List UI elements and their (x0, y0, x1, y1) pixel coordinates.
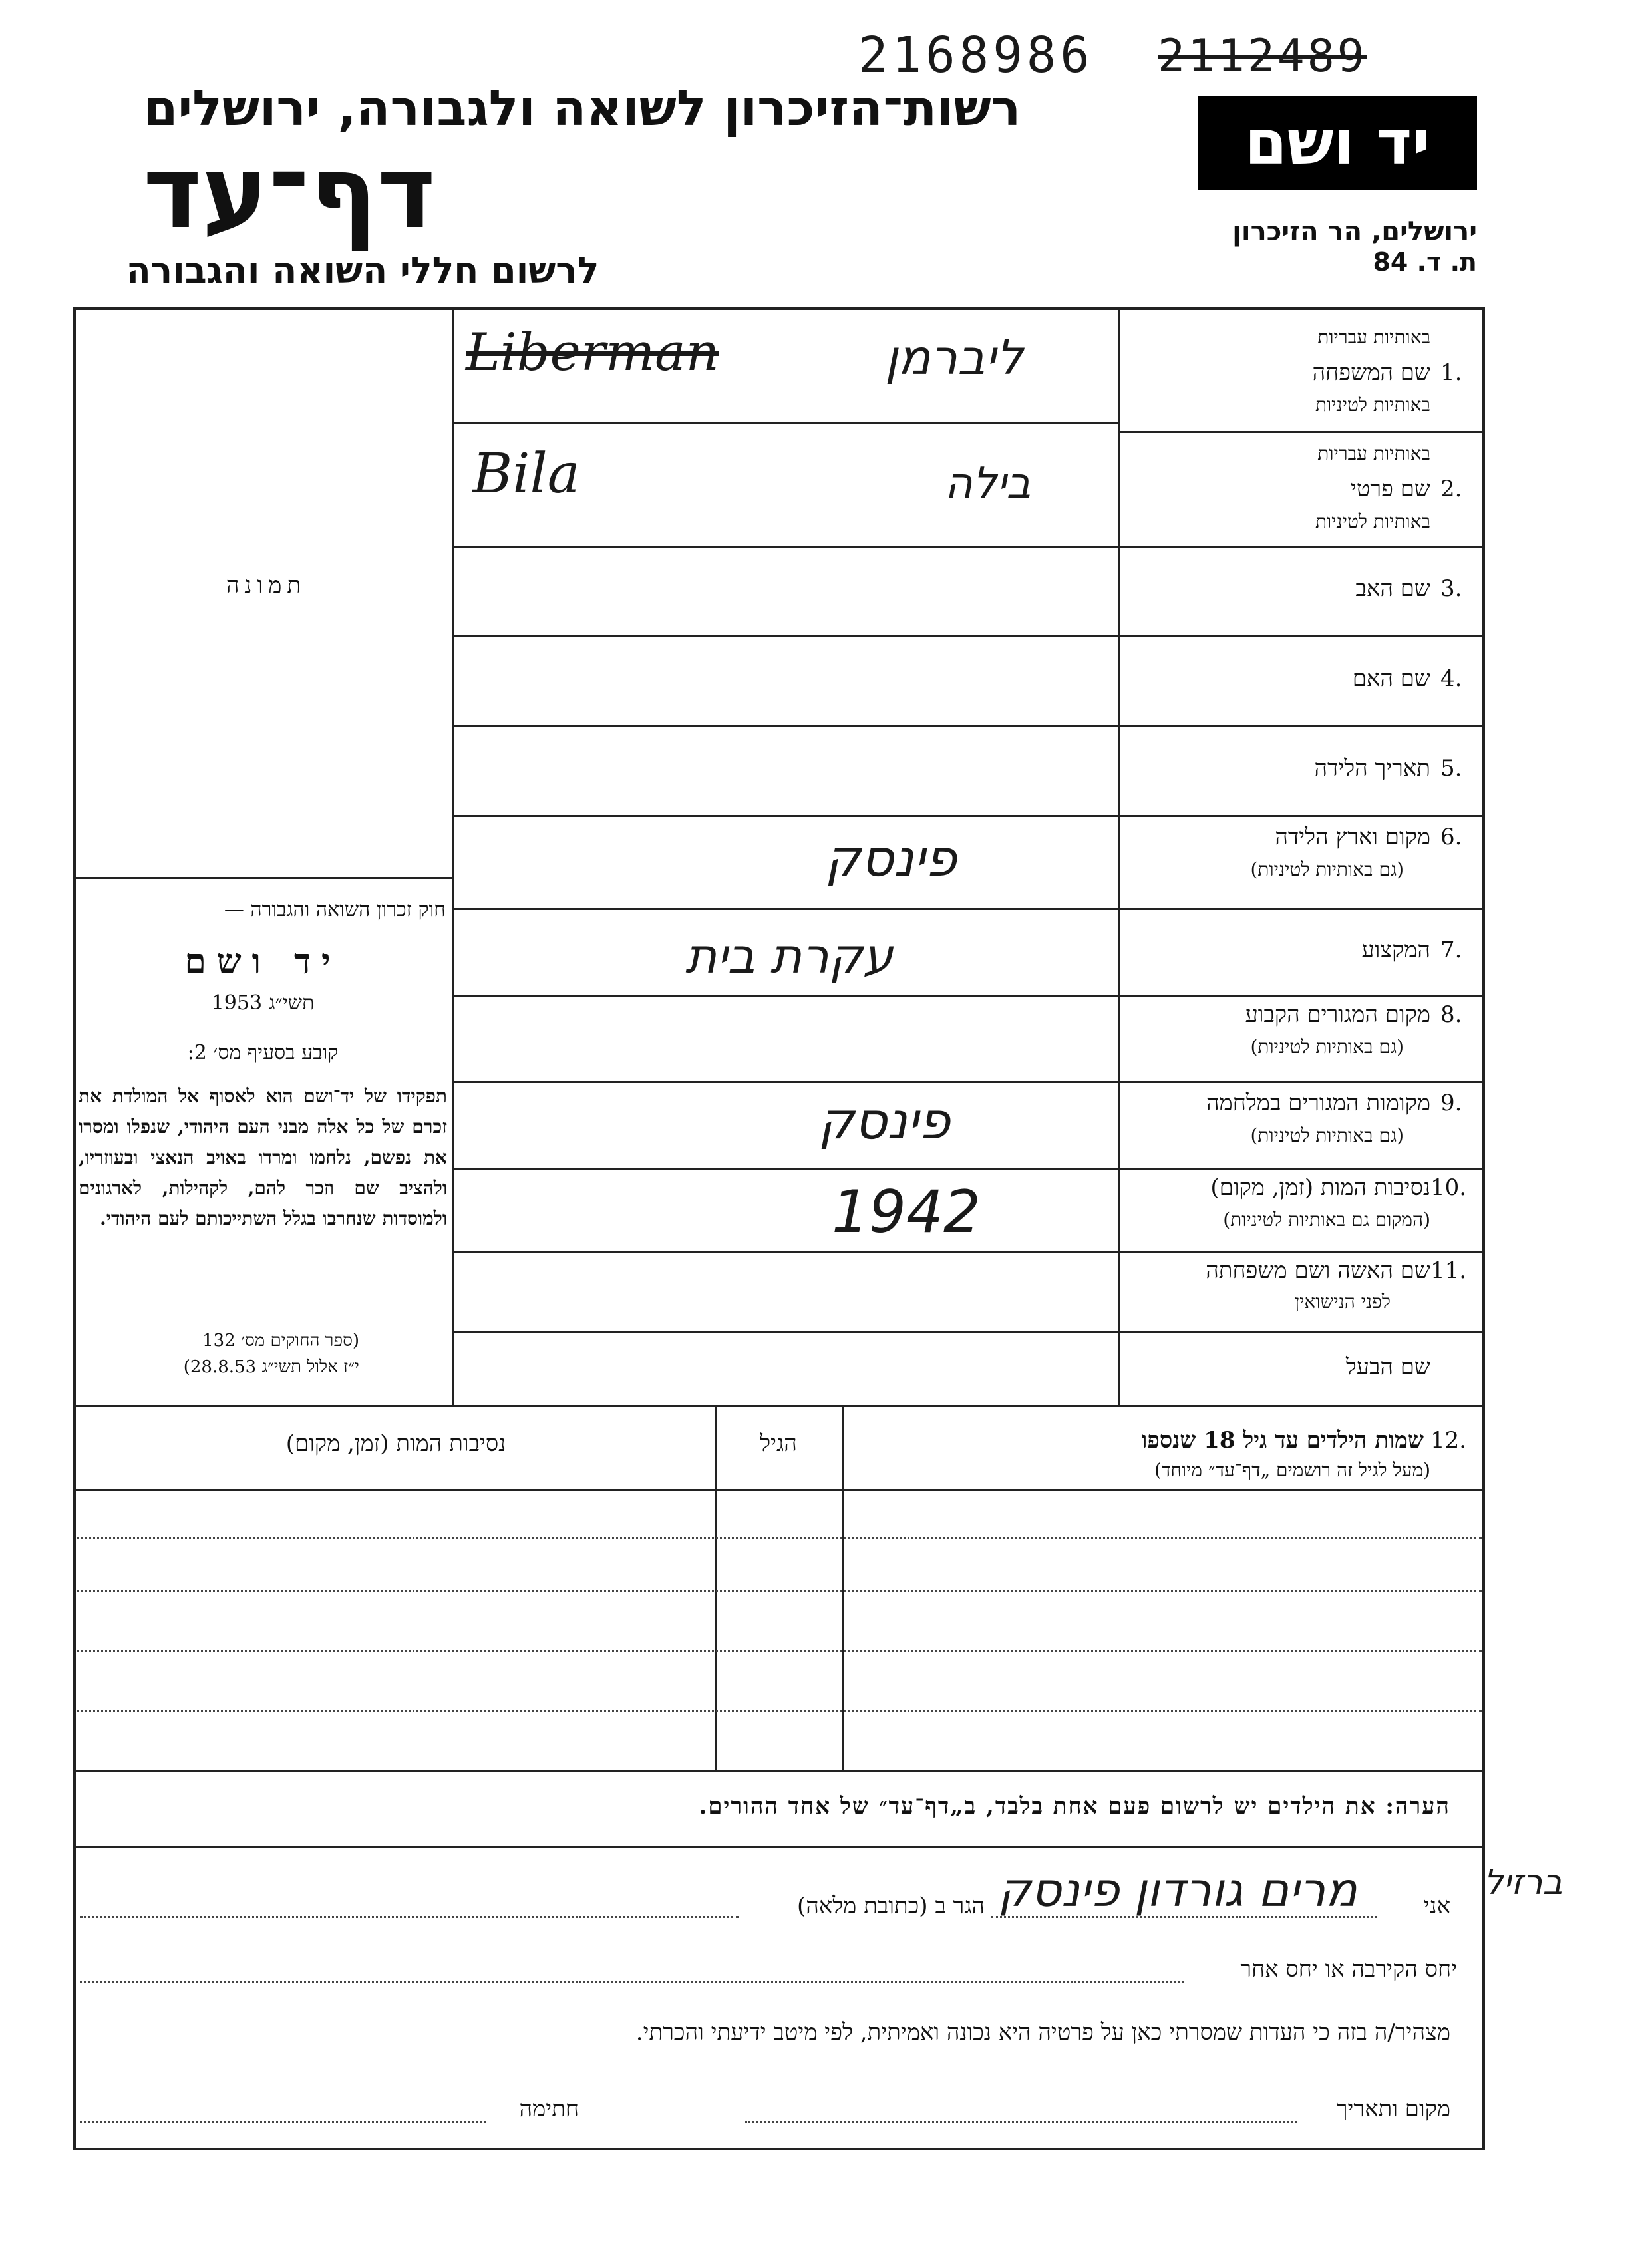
form-subtitle: לרשום חללי השואה והגבורה (126, 249, 599, 291)
photo-label: תמונה (226, 572, 307, 599)
field-5-num: 5. (1440, 755, 1462, 782)
field-7-label: המקצוע (1361, 937, 1430, 963)
address-line2: ת. ד. 84 (1373, 247, 1477, 277)
field-9-num: 9. (1440, 1090, 1462, 1116)
field-2-sub-hebrew: באותיות עבריות (1317, 442, 1430, 464)
field-husband-label: שם הבעל (1345, 1354, 1430, 1380)
children-sub: (מעל לגיל זה רושמים „דף־עד״ מיוחד) (1154, 1459, 1430, 1481)
place-date-field[interactable] (745, 2121, 1297, 2123)
law-title: חוק זכרון השואה והגבורה — (224, 898, 446, 921)
children-num: 12. (1430, 1427, 1467, 1454)
death-circumstances-value[interactable]: 1942 (832, 1178, 981, 1246)
field-5-label: תאריך הלידה (1314, 755, 1430, 782)
field-10-label: נסיבות המות (זמן, מקום) (1210, 1174, 1430, 1201)
field-2-label: שם פרטי (1350, 476, 1430, 502)
child-row (77, 1590, 1482, 1592)
law-ref1: (ספר החוקים מס׳ 132 (202, 1331, 359, 1351)
children-note: הערה: את הילדים יש לרשום פעם אחת בלבד, ב„דף־עד״ של אחד ההורים. (699, 1793, 1450, 1820)
child-row (77, 1650, 1482, 1652)
stamp-number: 2168986 (858, 27, 1094, 84)
field-1-sub-hebrew: באותיות עבריות (1317, 326, 1430, 348)
wartime-residence-value[interactable]: פינסק (818, 1091, 951, 1150)
field-8-label: מקום המגורים הקבוע (1245, 1001, 1430, 1028)
relation-field[interactable] (80, 1981, 1184, 1983)
field-8-sub: (גם באותיות לטיניות) (1250, 1036, 1404, 1058)
field-11-sub: לפני הנישואין (1295, 1291, 1391, 1313)
field-2-sub-latin: באותיות לטיניות (1315, 510, 1430, 532)
declarant-name-value[interactable]: מרים גורדון פינסק (998, 1863, 1357, 1917)
field-8-num: 8. (1440, 1001, 1462, 1028)
field-6-label: מקום וארץ הלידה (1275, 824, 1430, 850)
field-11-label: שם האשה ושם משפחתה (1206, 1257, 1430, 1284)
field-10-num: 10. (1430, 1174, 1467, 1201)
law-clause: קובע בסעיף מס׳ 2: (187, 1041, 339, 1064)
declaration-statement: מצהיר/ה בזה כי העדות שמסרתי כאן על פרטיה היא נכונה ואמיתית, לפי מיטב ידיעתי והכרתי. (635, 2019, 1450, 2046)
address-field[interactable] (80, 1916, 739, 1918)
field-4-label: שם האם (1352, 665, 1430, 692)
field-9-sub: (גם באותיות לטיניות) (1250, 1124, 1404, 1146)
family-name-latin[interactable]: Liberman (466, 323, 719, 383)
child-row (77, 1537, 1482, 1539)
children-age-header: הגיל (760, 1430, 797, 1457)
address-line1: ירושלים, הר הזיכרון (1232, 216, 1477, 247)
old-number: 2112489 (1158, 30, 1367, 82)
field-3-num: 3. (1440, 575, 1462, 602)
field-7-num: 7. (1440, 937, 1462, 963)
family-name-hebrew[interactable]: ליברמן (885, 329, 1023, 385)
declarant-side-note: ברזיל (1484, 1863, 1563, 1903)
field-4-num: 4. (1440, 665, 1462, 692)
authority-line: רשות־הזיכרון לשואה ולגבורה, ירושלים (143, 80, 1021, 137)
resides-label: הגר ב (כתובת מלאה) (796, 1893, 985, 1919)
law-year: תשי״ג 1953 (211, 991, 315, 1015)
children-label: שמות הילדים עד גיל 18 שנספו (1141, 1427, 1424, 1454)
first-name-hebrew[interactable]: בילה (945, 459, 1031, 508)
field-9-label: מקומות המגורים במלחמה (1206, 1090, 1430, 1116)
field-1-sub-latin: באותיות לטיניות (1315, 394, 1430, 416)
law-ref2: י״ז אלול תשי״ג 28.8.53) (183, 1357, 359, 1377)
field-6-num: 6. (1440, 824, 1462, 850)
children-death-header: נסיבות המות (זמן, מקום) (285, 1430, 506, 1457)
field-1-num: 1. (1440, 359, 1462, 386)
field-2-num: 2. (1440, 476, 1462, 502)
field-3-label: שם האב (1355, 575, 1430, 602)
form-title: דף־עד (143, 135, 436, 251)
first-name-latin[interactable]: Bila (472, 442, 580, 506)
signature-label: חתימה (519, 2096, 579, 2122)
signature-field[interactable] (80, 2121, 486, 2123)
field-6-sub: (גם באותיות לטיניות) (1250, 858, 1404, 880)
field-1-label: שם המשפחה (1312, 359, 1430, 386)
yad-vashem-logo: יד ושם (1198, 96, 1477, 190)
field-11-num: 11. (1430, 1257, 1467, 1284)
place-date-label: מקום ותאריך (1336, 2096, 1450, 2122)
child-row (77, 1710, 1482, 1712)
birth-place-value[interactable]: פינסק (825, 828, 957, 887)
relation-label: יחס הקירבה או יחס אחר (1240, 1956, 1457, 1983)
law-org-name: יד ושם (184, 941, 341, 982)
occupation-value[interactable]: עקרת בית (685, 928, 894, 984)
field-10-sub: (המקום גם באותיות לטיניות) (1223, 1209, 1430, 1231)
declarant-i-label: אני (1423, 1893, 1450, 1919)
law-body: תפקידו של יד־ושם הוא לאסוף אל המולדת את זכרם של כל אלה מבני העם היהודי, שנפלו ומסרו את נפשם, נלחמו ומרדו באויב הנאצי ובעוזריו, ולהציב שם וזכר להם, לקהילות, לארגונים ולמוסדות שנחרבו בגלל השתייכותם לעם היהודי. (79, 1085, 447, 1229)
